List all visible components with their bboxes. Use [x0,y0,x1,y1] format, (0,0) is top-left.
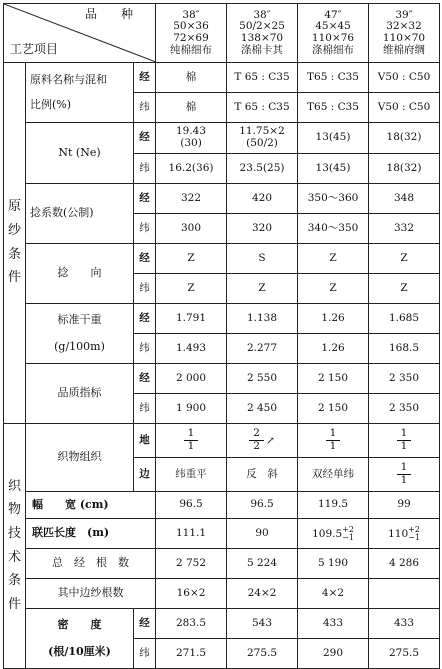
edge-count-row [4,579,440,609]
total-warp-label: 总 经 根 数 [26,549,156,579]
twist-warp-row [4,184,440,214]
warp-label: 经 [134,123,156,154]
table-cell: 283.5 [156,609,227,639]
weave-label: 织物组织 [26,424,134,492]
variety-label: 品 种 [85,7,134,21]
table-cell: 271.5 [156,639,227,669]
weft-label: 纬 [134,639,156,669]
table-cell: 433 [369,609,440,639]
total-warp-row [4,549,440,579]
table-cell: 13(45) [298,123,369,154]
table-cell: 双经单纬 [298,458,369,492]
column-header-4: 39″ 32×32 110×70 维棉府绸 [369,4,440,63]
section-label-yarn: 原 纱 条 件 [4,63,26,424]
table-cell: 322 [156,184,227,214]
process-table [3,3,440,669]
table-cell: 11.75×2 (50/2) [227,123,298,154]
column-header-2: 38″ 50/2×25 138×70 涤棉卡其 [227,4,298,63]
table-cell [298,424,369,458]
table-cell: 5 190 [298,549,369,579]
header-corner [4,4,156,63]
table-cell: 1.26 [298,334,369,364]
warp-label: 经 [134,304,156,334]
density-warp-row [4,609,440,639]
table-cell: 290 [298,639,369,669]
table-cell: 纬重平 [156,458,227,492]
table-cell: Z [156,244,227,274]
table-cell [369,458,440,492]
table-cell: 1 900 [156,394,227,424]
table-cell: 96.5 [227,492,298,519]
table-cell: Z [227,274,298,304]
table-cell: 275.5 [227,639,298,669]
table-cell: 340～350 [298,214,369,244]
twist-label: 捻系数(公制) [26,184,134,244]
weft-label: 纬 [134,274,156,304]
table-cell: 320 [227,214,298,244]
table-cell: 棉 [156,63,227,93]
weft-label: 纬 [134,93,156,123]
table-cell: 2 150 [298,394,369,424]
column-header-1: 38″ 50×36 72×69 纯棉细布 [156,4,227,63]
table-cell [369,424,440,458]
table-cell: 111.1 [156,519,227,549]
table-cell: 433 [298,609,369,639]
table-cell: 96.5 [156,492,227,519]
weave-fraction: $\frac{1}{1}$ [397,428,412,453]
warp-label: 经 [134,244,156,274]
table-cell: Z [156,274,227,304]
table-cell: 棉 [156,93,227,123]
table-cell: 2.277 [227,334,298,364]
table-cell: T 65 : C35 [227,93,298,123]
material-label: 原料名称与混和 比例(%) [26,63,134,123]
quality-label: 品质指标 [26,364,134,424]
table-cell: 1.493 [156,334,227,364]
nt-warp-row [4,123,440,154]
weft-label: 纬 [134,154,156,184]
width-row [4,492,440,519]
table-cell: 2 150 [298,364,369,394]
material-warp-row [4,63,440,93]
table-cell: 109.5 +2 −1 [298,519,369,549]
direction-label: 捻 向 [26,244,134,304]
table-cell: 420 [227,184,298,214]
table-cell: T65 : C35 [298,93,369,123]
direction-warp-row [4,244,440,274]
table-cell [227,424,298,458]
table-cell: 2 350 [369,364,440,394]
table-cell: 300 [156,214,227,244]
warp-label: 经 [134,364,156,394]
table-cell [369,579,440,609]
section-label-fabric: 织 物 技 术 条 件 [4,424,26,669]
quality-warp-row [4,364,440,394]
diagonal-arrow-icon: ↗ [265,434,275,447]
density-label: 密 度 (根/10厘米) [26,609,134,669]
warp-label: 经 [134,184,156,214]
ground-label: 地 [134,424,156,458]
weave-fraction: $\frac{2}{2}$ [249,428,264,453]
edge-count-label: 其中边纱根数 [26,579,156,609]
table-cell: Z [369,244,440,274]
table-cell: Z [298,274,369,304]
table-cell: 1.26 [298,304,369,334]
table-cell: 1.138 [227,304,298,334]
table-cell: T 65 : C35 [227,63,298,93]
length-label: 联匹长度 (m) [26,519,156,549]
header-row [4,4,440,63]
table-cell: 110 +2 −1 [369,519,440,549]
table-cell: Z [298,244,369,274]
weft-label: 纬 [134,334,156,364]
table-cell [156,424,227,458]
table-cell: 23.5(25) [227,154,298,184]
warp-label: 经 [134,609,156,639]
table-cell: 168.5 [369,334,440,364]
table-cell: 90 [227,519,298,549]
weft-label: 纬 [134,214,156,244]
dry-weight-label: 标准干重 (g/100m) [26,304,134,364]
table-cell: V50 : C50 [369,63,440,93]
table-cell: 332 [369,214,440,244]
table-cell: 2 000 [156,364,227,394]
table-cell: 19.43 (30) [156,123,227,154]
table-cell: Z [369,274,440,304]
table-cell: 350～360 [298,184,369,214]
table-cell: 24×2 [227,579,298,609]
table-cell: 348 [369,184,440,214]
width-label: 幅 宽 (cm) [26,492,156,519]
weft-label: 纬 [134,394,156,424]
table-cell: 18(32) [369,123,440,154]
table-cell: 2 752 [156,549,227,579]
table-cell: 2 350 [369,394,440,424]
table-cell: T65 : C35 [298,63,369,93]
table-cell: V50 : C50 [369,93,440,123]
table-cell: 4×2 [298,579,369,609]
weave-fraction: $\frac{1}{1}$ [184,428,199,453]
process-label: 工艺项目 [10,41,59,56]
table-cell: 反 斜 [227,458,298,492]
table-cell: 543 [227,609,298,639]
table-cell: 4 286 [369,549,440,579]
table-cell: 13(45) [298,154,369,184]
table-cell: 18(32) [369,154,440,184]
column-header-3: 47″ 45×45 110×76 涤棉细布 [298,4,369,63]
weave-fraction: $\frac{1}{1}$ [397,462,412,487]
weave-fraction: $\frac{1}{1}$ [326,428,341,453]
table-cell: 99 [369,492,440,519]
weave-ground-row [4,424,440,458]
table-cell: 2 550 [227,364,298,394]
dry-warp-row [4,304,440,334]
table-cell: 1.791 [156,304,227,334]
table-cell: 2 450 [227,394,298,424]
process-table-container [3,3,439,659]
edge-label: 边 [134,458,156,492]
table-cell: 275.5 [369,639,440,669]
length-row [4,519,440,549]
table-cell: 16×2 [156,579,227,609]
table-cell: S [227,244,298,274]
table-cell: 1.685 [369,304,440,334]
table-cell: 5 224 [227,549,298,579]
nt-label: Nt (Ne) [26,123,134,184]
table-cell: 119.5 [298,492,369,519]
table-cell: 16.2(36) [156,154,227,184]
warp-label: 经 [134,63,156,93]
